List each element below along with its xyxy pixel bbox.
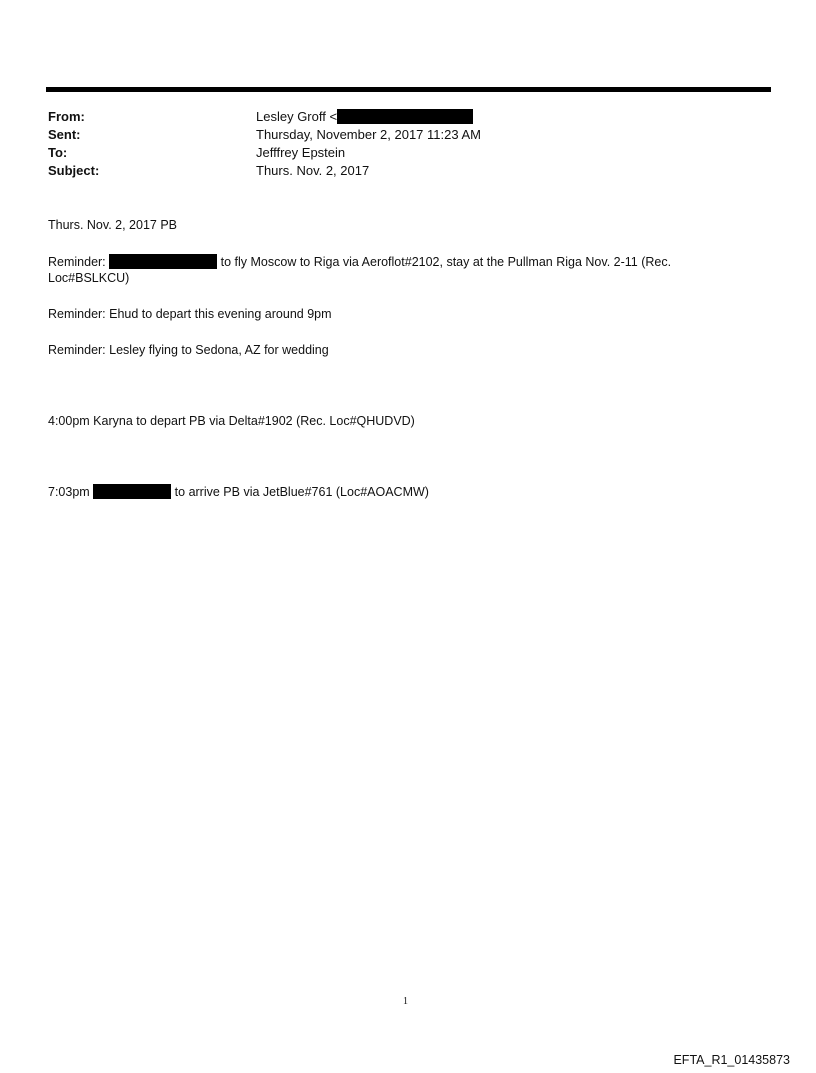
item-2-time: 7:03pm — [48, 485, 90, 499]
reminder-line-1 — [48, 254, 671, 270]
page-number: 1 — [403, 996, 408, 1007]
item-2-text: to arrive PB via JetBlue#761 (Loc#AOACMW) — [174, 485, 429, 499]
subject-label: Subject: — [48, 163, 100, 178]
redaction-block — [93, 484, 171, 499]
date-line: Thurs. Nov. 2, 2017 PB — [48, 218, 177, 232]
to-label: To: — [48, 145, 68, 160]
subject-value: Thurs. Nov. 2, 2017 — [256, 163, 370, 178]
header-rule — [46, 87, 771, 92]
sent-label: Sent: — [48, 127, 81, 142]
redaction-block — [109, 254, 217, 269]
sent-value: Thursday, November 2, 2017 11:23 AM — [256, 127, 481, 142]
schedule-item-1: 4:00pm Karyna to depart PB via Delta#1902 (Rec. Loc#QHUDVD) — [48, 414, 415, 428]
reminder-1-text: to fly Moscow to Riga via Aeroflot#2102, stay at the Pullman Riga Nov. 2-11 (Rec. — [217, 255, 672, 269]
from-name: Lesley Groff < — [256, 109, 338, 124]
reminder-line-2: Reminder: Ehud to depart this evening around 9pm — [48, 307, 332, 321]
schedule-item-2 — [48, 484, 429, 500]
to-value: Jefffrey Epstein — [256, 145, 346, 160]
redaction-block — [337, 109, 473, 124]
from-label: From: — [48, 109, 85, 124]
reminder-line-3: Reminder: Lesley flying to Sedona, AZ for wedding — [48, 343, 329, 357]
from-value — [256, 108, 473, 126]
document-id: EFTA_R1_01435873 — [673, 1053, 790, 1067]
reminder-line-1-cont: Loc#BSLKCU) — [48, 271, 130, 285]
reminder-prefix: Reminder: — [48, 255, 106, 269]
